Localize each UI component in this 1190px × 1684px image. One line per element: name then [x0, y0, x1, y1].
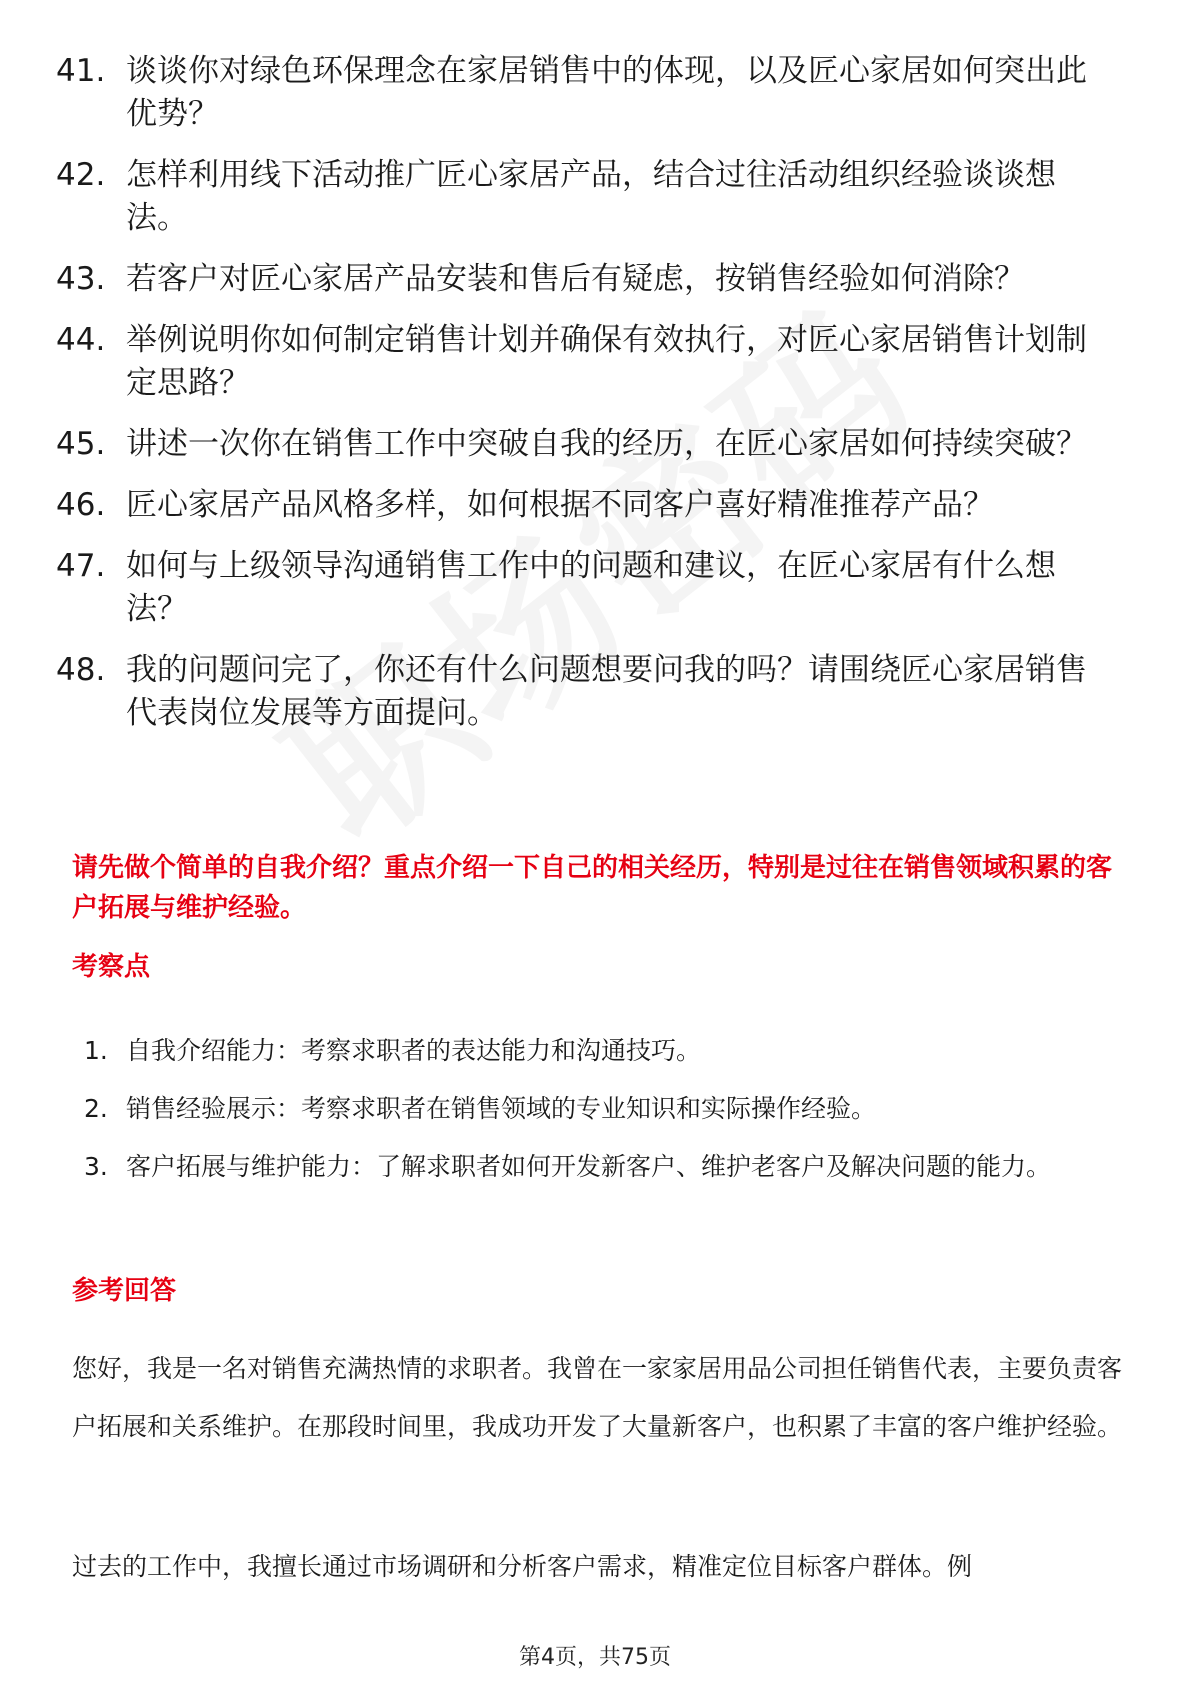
page-footer: 第4页，共75页	[519, 1645, 671, 1670]
exam-points-heading: 考察点	[72, 952, 151, 982]
reference-answer-heading: 参考回答	[72, 1276, 177, 1306]
list-item	[84, 1138, 1124, 1196]
list-item	[84, 1080, 1124, 1138]
question-number: 45.	[56, 426, 106, 462]
question-text: 举例说明你如何制定销售计划并确保有效执行，对匠心家居销售计划制定思路？	[126, 322, 1087, 401]
question-text: 我的问题问完了，你还有什么问题想要问我的吗？请围绕匠心家居销售代表岗位发展等方面提问。	[126, 652, 1087, 731]
question-list	[56, 50, 1116, 753]
list-item	[56, 423, 1116, 466]
question-number: 48.	[56, 652, 106, 688]
list-item	[56, 258, 1116, 301]
question-text: 如何与上级领导沟通销售工作中的问题和建议，在匠心家居有什么想法？	[126, 548, 1056, 627]
list-item	[56, 484, 1116, 527]
point-number: 1.	[84, 1036, 108, 1065]
point-text: 客户拓展与维护能力：了解求职者如何开发新客户、维护老客户及解决问题的能力。	[126, 1152, 1052, 1181]
list-item	[56, 50, 1116, 136]
list-item	[56, 319, 1116, 405]
question-text: 怎样利用线下活动推广匠心家居产品，结合过往活动组织经验谈谈想法。	[126, 157, 1056, 236]
point-number: 2.	[84, 1094, 108, 1123]
reference-paragraph: 过去的工作中，我擅长通过市场调研和分析客户需求，精准定位目标客户群体。例	[72, 1552, 973, 1581]
question-text: 若客户对匠心家居产品安装和售后有疑虑，按销售经验如何消除？	[126, 261, 1025, 297]
question-text: 讲述一次你在销售工作中突破自我的经历，在匠心家居如何持续突破？	[126, 426, 1087, 462]
list-item	[56, 649, 1116, 735]
point-text: 自我介绍能力：考察求职者的表达能力和沟通技巧。	[126, 1036, 702, 1065]
question-number: 41.	[56, 53, 106, 89]
reference-paragraph: 您好，我是一名对销售充满热情的求职者。我曾在一家家居用品公司担任销售代表，主要负责客户拓展和关系维护。在那段时间里，我成功开发了大量新客户，也积累了丰富的客户维护经验。	[72, 1354, 1123, 1441]
list-item	[56, 545, 1116, 631]
question-number: 42.	[56, 157, 106, 193]
question-number: 44.	[56, 322, 106, 358]
question-number: 43.	[56, 261, 106, 297]
question-text: 谈谈你对绿色环保理念在家居销售中的体现，以及匠心家居如何突出此优势？	[126, 53, 1087, 132]
point-text: 销售经验展示：考察求职者在销售领域的专业知识和实际操作经验。	[126, 1094, 877, 1123]
point-number: 3.	[84, 1152, 108, 1181]
question-number: 47.	[56, 548, 106, 584]
question-number: 46.	[56, 487, 106, 523]
exam-points-list	[84, 1022, 1124, 1196]
question-text: 匠心家居产品风格多样，如何根据不同客户喜好精准推荐产品？	[126, 487, 994, 523]
featured-question: 请先做个简单的自我介绍？重点介绍一下自己的相关经历，特别是过往在销售领域积累的客户拓展与维护经验。	[72, 853, 1113, 923]
list-item	[84, 1022, 1124, 1080]
list-item	[56, 154, 1116, 240]
